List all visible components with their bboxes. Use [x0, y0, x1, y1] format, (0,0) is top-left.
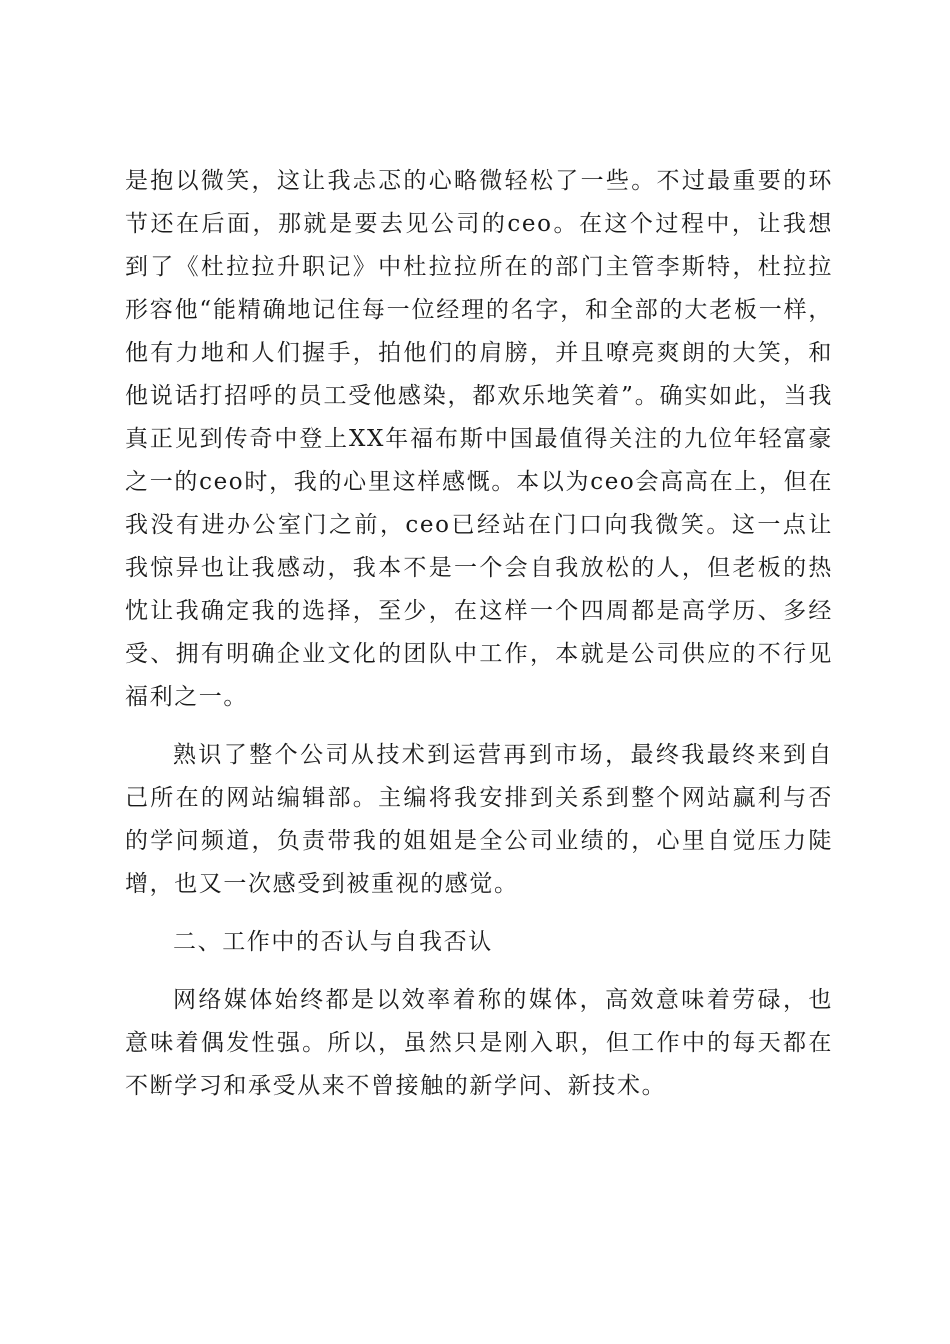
- section-heading: 二、工作中的否认与自我否认: [173, 929, 493, 955]
- paragraph-network-media: 网络媒体始终都是以效率着称的媒体，高效意味着劳碌，也意味着偶发性强。所以，虽然只是刚入职，但工作中的每天都在不断学习和承受从来不曾接触的新学问、新技术。: [125, 987, 833, 1099]
- paragraph-editorial-department: 熟识了整个公司从技术到运营再到市场，最终我最终来到自己所在的网站编辑部。主编将我安排到关系到整个网站赢利与否的学问频道，负责带我的姐姐是全公司业绩的，心里自觉压力陡增，也又一次感受到被重视的感觉。: [125, 742, 833, 897]
- document-body: [125, 160, 833, 1108]
- paragraph-continuation: 是抱以微笑，这让我忐忑的心略微轻松了一些。不过最重要的环节还在后面，那就是要去见公司的ceo。在这个过程中，让我想到了《杜拉拉升职记》中杜拉拉所在的部门主管李斯特，杜拉拉形容他“能精确地记住每一位经理的名字，和全部的大老板一样，他有力地和人们握手，拍他们的肩膀，并且嘹亮爽朗的大笑，和他说话打招呼的员工受他感染，都欢乐地笑着”。确实如此，当我真正见到传奇中登上XX年福布斯中国最值得关注的九位年轻富豪之一的ceo时，我的心里这样感慨。本以为ceo会高高在上，但在我没有进办公室门之前，ceo已经站在门口向我微笑。这一点让我惊异也让我感动，我本不是一个会自我放松的人，但老板的热忱让我确定我的选择，至少，在这样一个四周都是高学历、多经受、拥有明确企业文化的团队中工作，本就是公司供应的不行见福利之一。: [125, 168, 833, 710]
